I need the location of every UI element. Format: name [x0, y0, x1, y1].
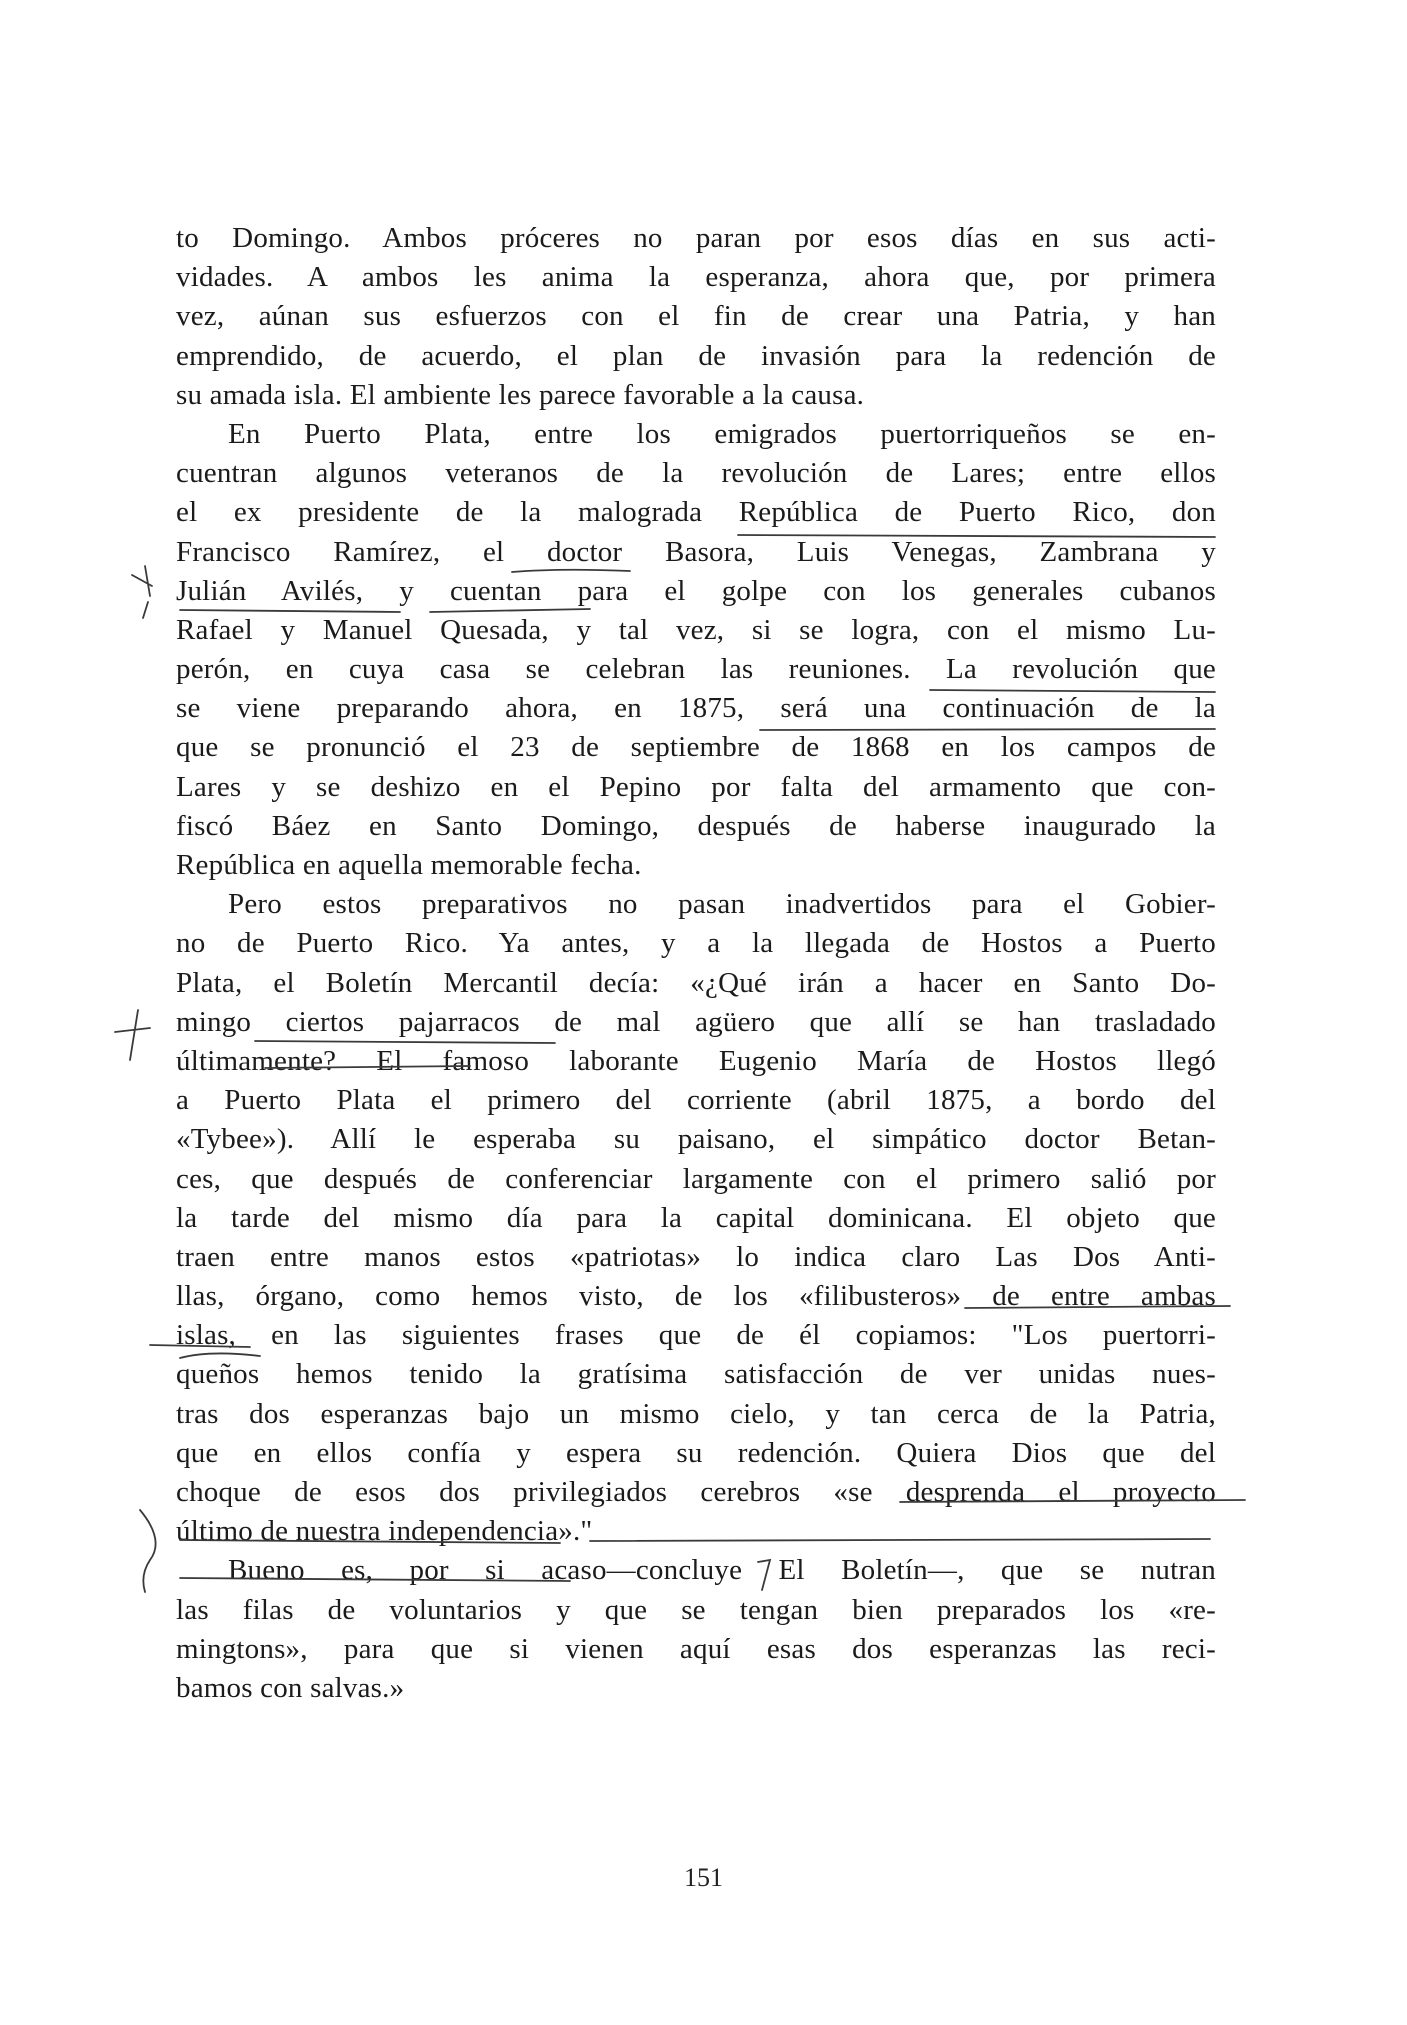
margin-tick: [143, 602, 148, 618]
text-line: mingo ciertos pajarracos de mal agüero que allí se han trasladado: [176, 1005, 1216, 1038]
text-line: la tarde del mismo día para la capital dominicana. El objeto que: [176, 1201, 1216, 1234]
text-line: Plata, el Boletín Mercantil decía: «¿Qué irán a hacer en Santo Do-: [176, 966, 1216, 999]
text-line: República en aquella memorable fecha.: [176, 849, 642, 881]
text-line: llas, órgano, como hemos visto, de los «filibusteros» de entre ambas: [176, 1280, 1216, 1313]
text-line: Pero estos preparativos no pasan inadvertidos para el Gobier-: [228, 888, 1216, 921]
text-line: mingtons», para que si vienen aquí esas dos esperanzas las reci-: [176, 1632, 1216, 1665]
text-line: Julián Avilés, y cuentan para el golpe con los generales cubanos: [176, 574, 1216, 607]
text-line: que se pronunció el 23 de septiembre de 1868 en los campos de: [176, 731, 1216, 764]
text-line: Bueno es, por si acaso—concluye El Boletín—, que se nutran: [228, 1554, 1216, 1587]
text-line: islas, en las siguientes frases que de él copiamos: "Los puertorri-: [176, 1319, 1216, 1352]
text-line: no de Puerto Rico. Ya antes, y a la llegada de Hostos a Puerto: [176, 927, 1216, 960]
text-line: vidades. A ambos les anima la esperanza, ahora que, por primera: [176, 261, 1216, 294]
text-line: Rafael y Manuel Quesada, y tal vez, si se logra, con el mismo Lu-: [176, 613, 1216, 646]
page-number: 151: [684, 1863, 723, 1892]
text-line: tras dos esperanzas bajo un mismo cielo, y tan cerca de la Patria,: [176, 1397, 1216, 1430]
text-line: las filas de voluntarios y que se tengan bien preparados los «re-: [176, 1593, 1216, 1626]
text-line: últimamente? El famoso laborante Eugenio María de Hostos llegó: [176, 1044, 1216, 1077]
text-line: cuentran algunos veteranos de la revolución de Lares; entre ellos: [176, 457, 1216, 490]
text-line: queños hemos tenido la gratísima satisfacción de ver unidas nues-: [176, 1358, 1216, 1391]
margin-bracket: [140, 1510, 156, 1592]
text-line: a Puerto Plata el primero del corriente (abril 1875, a bordo del: [176, 1084, 1216, 1117]
text-line: el ex presidente de la malograda República de Puerto Rico, don: [176, 496, 1216, 529]
text-line: Lares y se deshizo en el Pepino por falta del armamento que con-: [176, 770, 1216, 803]
text-line: «Tybee»). Allí le esperaba su paisano, el simpático doctor Betan-: [176, 1123, 1216, 1156]
text-line: En Puerto Plata, entre los emigrados puertorriqueños se en-: [228, 417, 1216, 450]
margin-tick: [115, 1010, 150, 1060]
text-line: Francisco Ramírez, el doctor Basora, Luis Venegas, Zambrana y: [176, 535, 1216, 568]
text-line: se viene preparando ahora, en 1875, será una continuación de la: [176, 692, 1216, 725]
text-line: perón, en cuya casa se celebran las reuniones. La revolución que: [176, 653, 1216, 686]
text-line: vez, aúnan sus esfuerzos con el fin de crear una Patria, y han: [176, 300, 1216, 333]
text-line: traen entre manos estos «patriotas» lo indica claro Las Dos Anti-: [176, 1240, 1216, 1273]
text-line: último de nuestra independencia».": [176, 1515, 593, 1548]
text-line: to Domingo. Ambos próceres no paran por esos días en sus acti-: [176, 222, 1216, 254]
text-line: ces, que después de conferenciar largamente con el primero salió por: [176, 1162, 1216, 1195]
text-line: que en ellos confía y espera su redención. Quiera Dios que del: [176, 1436, 1216, 1469]
text-line: su amada isla. El ambiente les parece favorable a la causa.: [176, 378, 865, 411]
text-line: choque de esos dos privilegiados cerebros «se desprenda el proyecto: [176, 1476, 1216, 1508]
margin-tick: [132, 566, 152, 596]
text-line: bamos con salvas.»: [176, 1671, 405, 1704]
text-line: fiscó Báez en Santo Domingo, después de haberse inaugurado la: [176, 809, 1216, 842]
body-text: [176, 219, 1216, 1708]
text-line: emprendido, de acuerdo, el plan de invasión para la redención de: [176, 339, 1216, 372]
